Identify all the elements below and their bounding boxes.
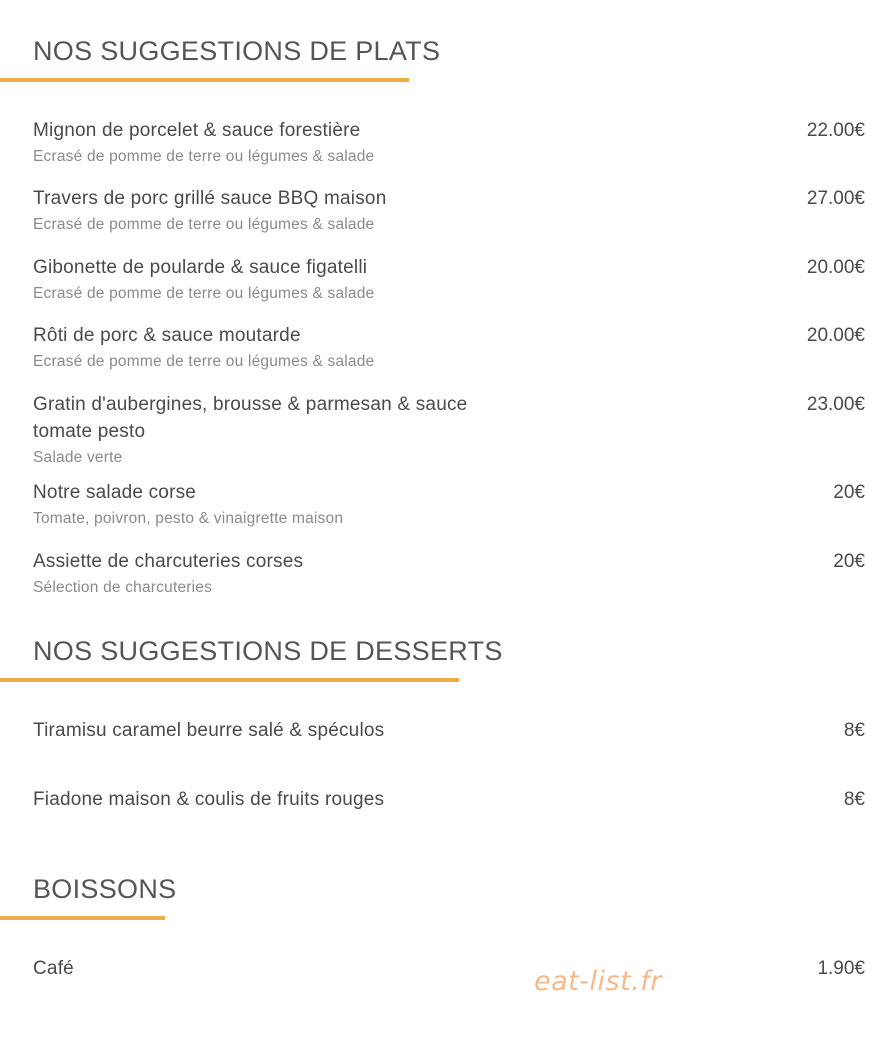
item-description: Tomate, poivron, pesto & vinaigrette maison [33, 510, 344, 527]
menu-item [33, 786, 865, 813]
item-name: Gibonette de poularde & sauce figatelli [33, 257, 368, 278]
menu-item [33, 548, 865, 599]
menu-item [33, 479, 865, 530]
section-underline-desserts [0, 678, 459, 682]
item-name: Rôti de porc & sauce moutarde [33, 325, 301, 346]
item-price: 8€ [843, 720, 865, 741]
item-price: 27.00€ [806, 188, 865, 209]
item-price: 20€ [833, 482, 865, 503]
item-name: Assiette de charcuteries corses [33, 551, 304, 572]
item-description: Sélection de charcuteries [33, 579, 213, 596]
item-price: 22.00€ [806, 120, 865, 141]
item-description: Ecrasé de pomme de terre ou légumes & salade [33, 353, 375, 370]
menu-item [33, 185, 865, 236]
section-underline-plats [0, 78, 409, 82]
item-name: Fiadone maison & coulis de fruits rouges [33, 789, 385, 810]
menu-item [33, 717, 865, 744]
menu-item [33, 391, 865, 469]
item-name: Mignon de porcelet & sauce forestière [33, 120, 361, 141]
item-name: Travers de porc grillé sauce BBQ maison [33, 188, 387, 209]
item-description: Ecrasé de pomme de terre ou légumes & salade [33, 285, 375, 302]
item-description: Ecrasé de pomme de terre ou légumes & salade [33, 216, 375, 233]
section-title-boissons: BOISSONS [33, 874, 177, 904]
item-name: Café [33, 958, 74, 979]
item-description: Salade verte [33, 449, 123, 466]
item-description: Ecrasé de pomme de terre ou légumes & salade [33, 148, 375, 165]
menu-item [33, 955, 865, 982]
watermark-logo: eat-list.fr [534, 966, 662, 997]
section-title-plats: NOS SUGGESTIONS DE PLATS [33, 36, 441, 66]
section-underline-boissons [0, 916, 165, 920]
item-price: 20.00€ [806, 325, 865, 346]
section-title-desserts: NOS SUGGESTIONS DE DESSERTS [33, 636, 503, 666]
menu-item [33, 254, 865, 305]
item-name: Notre salade corse [33, 482, 197, 503]
menu-item [33, 322, 865, 373]
item-price: 1.90€ [817, 958, 865, 979]
item-name: Gratin d'aubergines, brousse & parmesan & sauce tomate pesto [33, 394, 468, 442]
item-price: 20€ [833, 551, 865, 572]
menu-item [33, 117, 865, 168]
item-price: 20.00€ [806, 257, 865, 278]
item-name: Tiramisu caramel beurre salé & spéculos [33, 720, 385, 741]
item-price: 23.00€ [806, 394, 865, 415]
item-price: 8€ [843, 789, 865, 810]
